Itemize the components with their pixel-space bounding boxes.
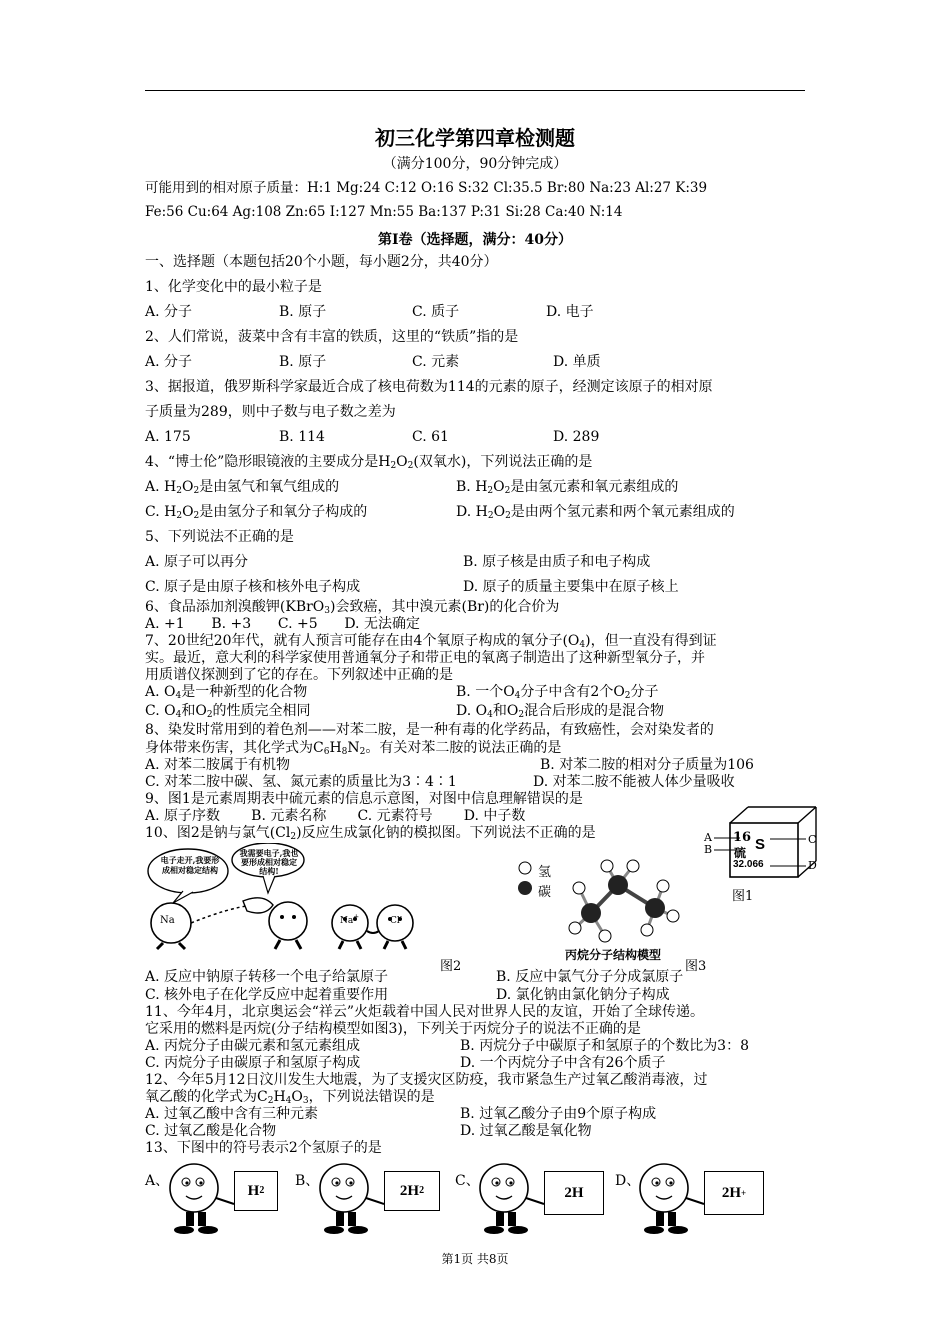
q4-stem: 4、“博士伦”隐形眼镜液的主要成分是$H_2O_2$(双氧水)，下列说法正确的是 xyxy=(145,454,593,471)
q10-stem: 10、图2是钠与氯气$(Cl_2)$反应生成氯化钠的模拟图。下列说法不正确的是 xyxy=(145,825,596,842)
q7-option-c: C. $O_4$和$O_2$的性质完全相同 xyxy=(145,703,311,720)
q7-stem-line-2: 实。最近，意大利的科学家使用普通氧分子和带正电的氧离子制造出了这种新型氧分子，并 xyxy=(145,650,705,666)
fig1-symbol: S xyxy=(755,836,766,853)
q9-options: A. 原子序数 B. 元素名称 C. 元素符号 D. 中子数 xyxy=(145,808,526,824)
q6-options: A. +1 B. +3 C. +5 D. 无法确定 xyxy=(145,616,420,632)
q13-symbol-box-d: 2H + xyxy=(704,1171,764,1215)
fig1-atomic-number: 16 xyxy=(733,830,752,845)
q11-option-c: C. 丙烷分子由碳原子和氢原子构成 xyxy=(145,1055,361,1071)
header-rule xyxy=(145,90,805,91)
part-heading: 第Ⅰ卷（选择题，满分：40分） xyxy=(377,232,573,248)
fig3-caption: 图3 xyxy=(685,959,707,974)
q3-stem-line-2: 子质量为289，则中子数与电子数之差为 xyxy=(145,404,396,420)
q13-symbol-box-a: H 2 xyxy=(234,1171,278,1211)
q13-label-b: B、 xyxy=(295,1173,320,1189)
atomic-masses-line-1: 可能用到的相对原子质量：H:1 Mg:24 C:12 O:16 S:32 Cl:35.5 Br:80 Na:23 Al:27 K:39 xyxy=(145,180,708,196)
q11-option-b: B. 丙烷分子中碳原子和氢原子的个数比为3：8 xyxy=(460,1038,750,1054)
section-heading: 一、选择题（本题包括20个小题，每小题2分，共40分） xyxy=(145,254,498,270)
q5-stem: 5、下列说法不正确的是 xyxy=(145,529,294,545)
q1-option-d: D. 电子 xyxy=(546,304,594,320)
fig1-caption: 图1 xyxy=(732,889,754,904)
atomic-masses-line-2: Fe:56 Cu:64 Ag:108 Zn:65 I:127 Mn:55 Ba:137 P:31 Si:28 Ca:40 N:14 xyxy=(145,204,623,220)
q12-option-b: B. 过氧乙酸分子由9个原子构成 xyxy=(460,1106,657,1122)
q7-option-d: D. $O_4$和$O_2$混合后形成的是混合物 xyxy=(456,703,665,720)
q3-option-d: D. 289 xyxy=(553,429,600,445)
q7-option-a: A. $O_4$是一种新型的化合物 xyxy=(145,684,308,701)
q12-option-d: D. 过氧乙酸是氧化物 xyxy=(460,1123,592,1139)
page-footer: 第1页 共8页 xyxy=(441,1252,509,1266)
q8-option-a: A. 对苯二胺属于有机物 xyxy=(145,757,291,773)
q10-option-a: A. 反应中钠原子转移一个电子给氯原子 xyxy=(145,969,389,985)
fig3-legend-carbon: 碳 xyxy=(538,885,552,900)
q8-option-c: C. 对苯二胺中碳、氢、氮元素的质量比为3∶4∶1 xyxy=(145,774,457,790)
q11-option-d: D. 一个丙烷分子中含有26个质子 xyxy=(460,1055,666,1071)
q5-option-c: C. 原子是由原子核和核外电子构成 xyxy=(145,579,361,595)
q8-stem-line-2: 身体带来伤害，其化学式为$C_6H_8N_2$。有关对苯二胺的说法正确的是 xyxy=(145,740,562,757)
q2-option-d: D. 单质 xyxy=(553,354,601,370)
q11-stem-line-1: 11、今年4月，北京奥运会“祥云”火炬载着中国人民对世界人民的友谊，开始了全球传递。 xyxy=(145,1004,705,1020)
fig2-cl-label: Cl- xyxy=(390,913,403,926)
q8-stem-line-1: 8、染发时常用到的着色剂——对苯二胺，是一种有毒的化学药品，有致癌性，会对染发者的 xyxy=(145,722,714,738)
q13-label-d: D、 xyxy=(615,1173,641,1189)
q1-option-a: A. 分子 xyxy=(145,304,193,320)
page-title: 初三化学第四章检测题 xyxy=(375,126,575,150)
q12-stem-line-1: 12、今年5月12日汶川发生大地震，为了支援灾区防疫，我市紧急生产过氧乙酸消毒液，过 xyxy=(145,1072,708,1088)
q4-option-b: B. $H_2O_2$是由氢元素和氧元素组成的 xyxy=(456,479,679,496)
q4-option-c: C. $H_2O_2$是由氢分子和氧分子构成的 xyxy=(145,504,368,521)
q13-symbol-box-c: 2H xyxy=(544,1171,604,1215)
q2-stem: 2、人们常说，菠菜中含有丰富的铁质，这里的“铁质”指的是 xyxy=(145,329,519,345)
q4-option-a: A. $H_2O_2$是由氢气和氧气组成的 xyxy=(145,479,340,496)
q10-option-d: D. 氯化钠由氯化钠分子构成 xyxy=(496,987,670,1003)
q10-option-c: C. 核外电子在化学反应中起着重要作用 xyxy=(145,987,389,1003)
fig2-bubble-chlorine: 我需要电子,我也要形成相对稳定结构! xyxy=(239,848,299,876)
q5-option-b: B. 原子核是由质子和电子构成 xyxy=(463,554,651,570)
q7-stem-line-1: 7、20世纪20年代，就有人预言可能存在由4个氧原子构成的氧分子$(O_4)$，但一直没有得到证 xyxy=(145,633,717,650)
q2-option-a: A. 分子 xyxy=(145,354,193,370)
q11-stem-line-2: 它采用的燃料是丙烷(分子结构模型如图3)，下列关于丙烷分子的说法不正确的是 xyxy=(145,1021,641,1037)
fig2-na-plus-label: Na+ xyxy=(340,913,360,926)
q8-option-d: D. 对苯二胺不能被人体少量吸收 xyxy=(533,774,735,790)
q4-option-d: D. $H_2O_2$是由两个氢元素和两个氧元素组成的 xyxy=(456,504,735,521)
q10-option-b: B. 反应中氯气分子分成氯原子 xyxy=(496,969,684,985)
fig2-na-label: Na xyxy=(160,915,175,926)
fig1-label-b: B xyxy=(704,843,713,856)
q5-option-a: A. 原子可以再分 xyxy=(145,554,249,570)
fig1-label-d: D xyxy=(808,859,817,872)
q11-option-a: A. 丙烷分子由碳元素和氢元素组成 xyxy=(145,1038,361,1054)
q5-option-d: D. 原子的质量主要集中在原子核上 xyxy=(463,579,679,595)
q3-option-b: B. 114 xyxy=(279,429,325,445)
fig2-caption: 图2 xyxy=(440,959,462,974)
fig1-atomic-mass: 32.066 xyxy=(733,859,764,870)
q1-option-b: B. 原子 xyxy=(279,304,327,320)
q12-option-c: C. 过氧乙酸是化合物 xyxy=(145,1123,277,1139)
q13-label-a: A、 xyxy=(145,1173,170,1189)
q8-option-b: B. 对苯二胺的相对分子质量为106 xyxy=(540,757,754,773)
q1-stem: 1、化学变化中的最小粒子是 xyxy=(145,279,322,295)
q12-option-a: A. 过氧乙酸中含有三种元素 xyxy=(145,1106,319,1122)
fig1-label-a: A xyxy=(704,831,712,844)
q1-option-c: C. 质子 xyxy=(412,304,460,320)
q12-stem-line-2: 氧乙酸的化学式为$C_2H_4O_3$，下列说法错误的是 xyxy=(145,1089,435,1106)
q3-stem-line-1: 3、据报道，俄罗斯科学家最近合成了核电荷数为114的元素的原子，经测定该原子的相对原 xyxy=(145,379,713,395)
page-subtitle: （满分100分，90分钟完成） xyxy=(382,156,568,172)
fig1-element-name: 硫 xyxy=(734,846,747,860)
q2-option-c: C. 元素 xyxy=(412,354,460,370)
q3-option-c: C. 61 xyxy=(412,429,449,445)
q2-option-b: B. 原子 xyxy=(279,354,327,370)
fig2-bubble-sodium: 电子走开,我要形成相对稳定结构 xyxy=(160,855,220,875)
q13-label-c: C、 xyxy=(455,1173,480,1189)
q9-stem: 9、图1是元素周期表中硫元素的信息示意图，对图中信息理解错误的是 xyxy=(145,791,583,807)
fig3-legend-hydrogen: 氢 xyxy=(538,865,552,880)
fig3-title: 丙烷分子结构模型 xyxy=(565,948,662,962)
q13-stem: 13、下图中的符号表示2个氢原子的是 xyxy=(145,1140,382,1156)
fig1-label-c: C xyxy=(808,833,817,846)
q7-option-b: B. 一个$O_4$分子中含有2个$O_2$分子 xyxy=(456,684,659,701)
q7-stem-line-3: 用质谱仪探测到了它的存在。下列叙述中正确的是 xyxy=(145,667,453,683)
q6-stem: 6、食品添加剂溴酸钾(KBrO$_3$)会致癌，其中溴元素(Br)的化合价为 xyxy=(145,599,560,616)
q3-option-a: A. 175 xyxy=(145,429,191,445)
q13-symbol-box-b: 2H 2 xyxy=(384,1171,440,1211)
